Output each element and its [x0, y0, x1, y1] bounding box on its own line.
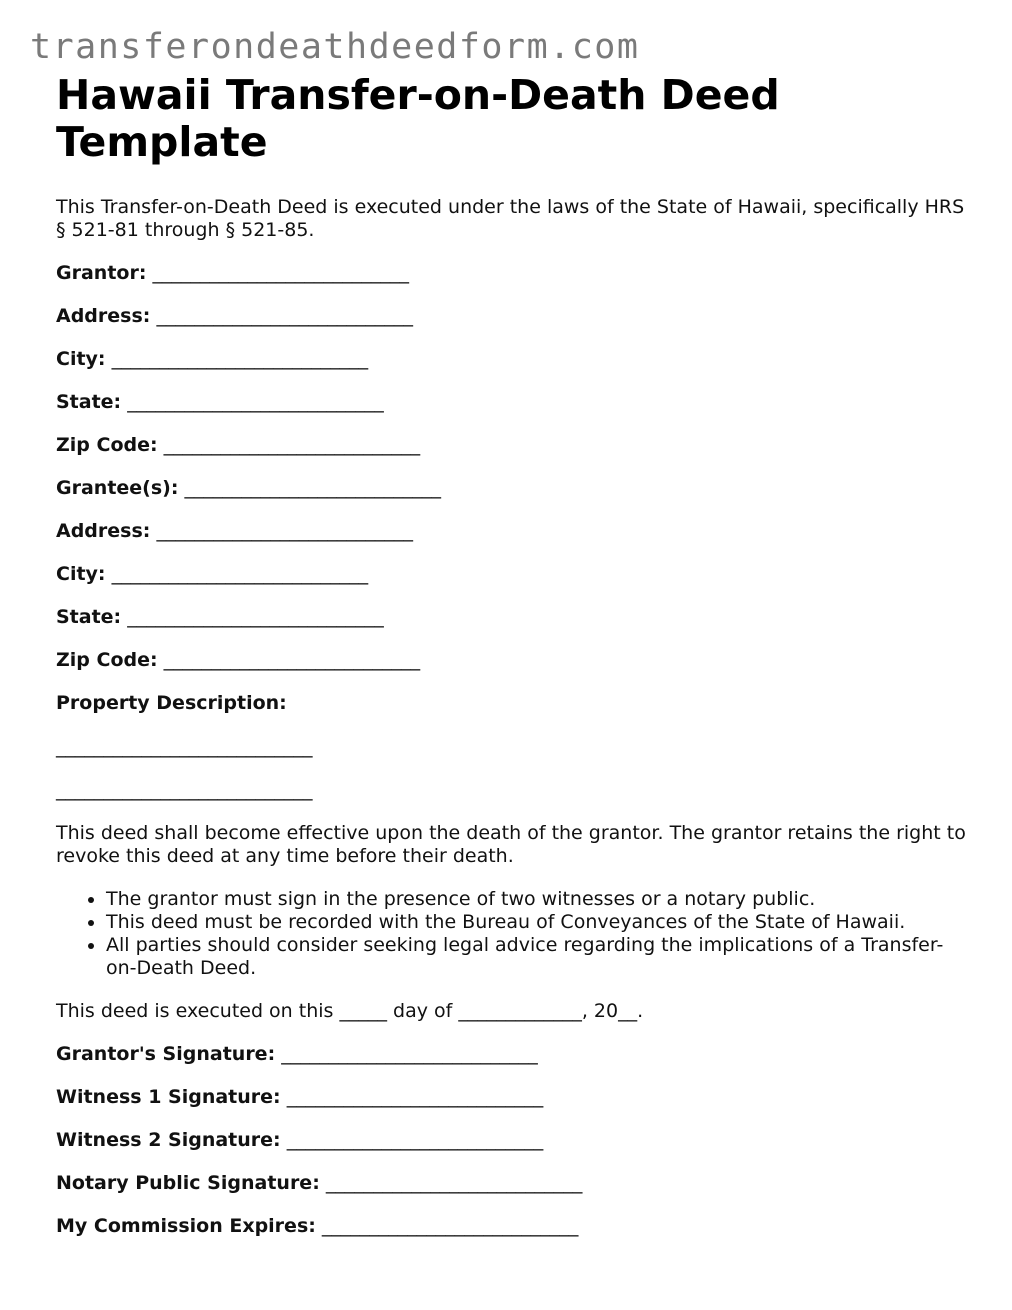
- field-label: Zip Code:: [56, 649, 158, 671]
- list-item: • All parties should consider seeking legal advice regarding the implications of a Transfer-on-Death Deed.: [106, 934, 966, 980]
- grantee-city-field: [56, 563, 966, 586]
- commission-expires-field: [56, 1215, 966, 1238]
- grantee-state-field: [56, 606, 966, 629]
- witness-1-signature-field: [56, 1086, 966, 1109]
- grantee-zip-blank[interactable]: ___________________________: [163, 649, 421, 671]
- field-label: Grantee(s):: [56, 477, 179, 499]
- property-description-field: [56, 692, 966, 715]
- notary-signature-blank[interactable]: ___________________________: [325, 1172, 583, 1194]
- field-label: Zip Code:: [56, 434, 158, 456]
- notary-signature-field: [56, 1172, 966, 1195]
- grantee-blank[interactable]: ___________________________: [184, 477, 441, 499]
- field-label: Grantor:: [56, 262, 147, 284]
- grantor-address-blank[interactable]: ___________________________: [156, 305, 413, 327]
- witness-2-signature-blank[interactable]: ___________________________: [286, 1129, 544, 1151]
- property-description-blank-2[interactable]: ___________________________: [56, 779, 313, 801]
- property-description-blank-1[interactable]: ___________________________: [56, 736, 313, 758]
- field-label: Property Description:: [56, 692, 287, 714]
- requirements-list: [56, 888, 966, 980]
- field-label: City:: [56, 563, 106, 585]
- field-label: Notary Public Signature:: [56, 1172, 320, 1194]
- grantor-signature-field: [56, 1043, 966, 1066]
- grantee-city-blank[interactable]: ___________________________: [111, 563, 369, 585]
- effective-paragraph: This deed shall become effective upon the death of the grantor. The grantor retains the right to revoke this deed at any time before their death.: [56, 822, 966, 867]
- field-label: State:: [56, 391, 122, 413]
- grantor-zip-field: [56, 434, 966, 457]
- grantor-city-field: [56, 348, 966, 371]
- grantor-blank[interactable]: ___________________________: [152, 262, 409, 284]
- field-label: Witness 1 Signature:: [56, 1086, 281, 1108]
- commission-expires-blank[interactable]: ___________________________: [321, 1215, 579, 1237]
- field-label: My Commission Expires:: [56, 1215, 316, 1237]
- grantor-address-field: [56, 305, 966, 328]
- list-item: • The grantor must sign in the presence of two witnesses or a notary public.: [106, 888, 966, 911]
- field-label: Witness 2 Signature:: [56, 1129, 281, 1151]
- grantor-city-blank[interactable]: ___________________________: [111, 348, 369, 370]
- page-title: Hawaii Transfer-on-Death Deed Template: [56, 71, 780, 166]
- grantee-zip-field: [56, 649, 966, 672]
- intro-paragraph: This Transfer-on-Death Deed is executed under the laws of the State of Hawaii, specifically HRS § 521-81 through § 521-85.: [56, 196, 965, 241]
- list-item: • This deed must be recorded with the Bureau of Conveyances of the State of Hawaii.: [106, 911, 966, 934]
- grantor-state-field: [56, 391, 966, 414]
- grantee-state-blank[interactable]: ___________________________: [127, 606, 384, 628]
- watermark: transferondeathdeedform.com: [30, 27, 640, 67]
- field-label: Address:: [56, 305, 151, 327]
- grantee-field: [56, 477, 966, 500]
- grantor-state-blank[interactable]: ___________________________: [127, 391, 384, 413]
- field-label: State:: [56, 606, 122, 628]
- grantor-signature-blank[interactable]: ___________________________: [281, 1043, 538, 1065]
- grantor-zip-blank[interactable]: ___________________________: [163, 434, 421, 456]
- grantee-address-blank[interactable]: ___________________________: [156, 520, 413, 542]
- field-label: Address:: [56, 520, 151, 542]
- field-label: City:: [56, 348, 106, 370]
- grantor-field: [56, 262, 966, 285]
- execution-date-line: This deed is executed on this _____ day of _____________, 20__.: [56, 1000, 644, 1022]
- witness-2-signature-field: [56, 1129, 966, 1152]
- grantee-address-field: [56, 520, 966, 543]
- witness-1-signature-blank[interactable]: ___________________________: [286, 1086, 544, 1108]
- field-label: Grantor's Signature:: [56, 1043, 276, 1065]
- deed-form: [56, 72, 966, 1238]
